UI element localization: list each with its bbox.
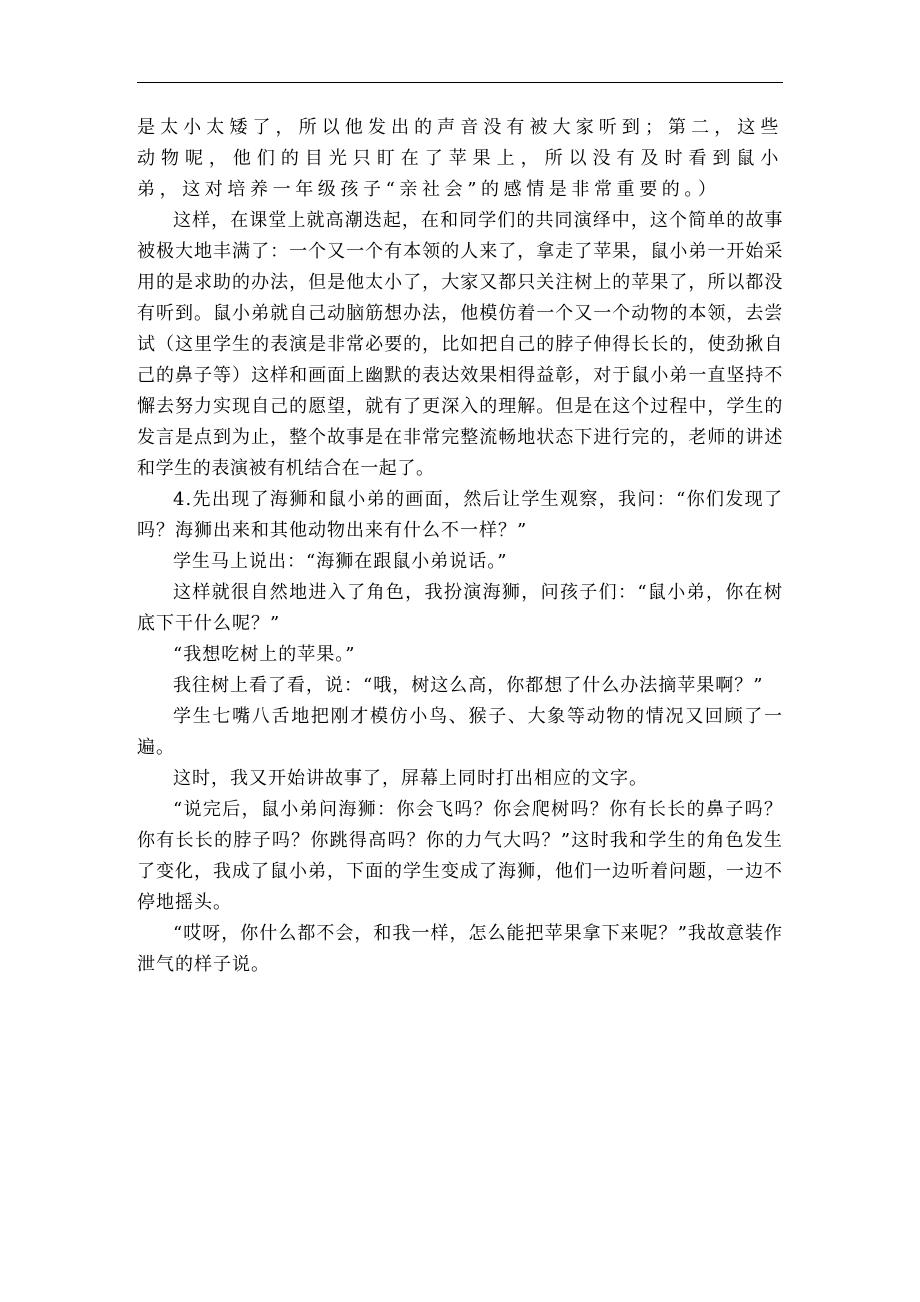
paragraph-2: 这样，在课堂上就高潮迭起，在和同学们的共同演绎中，这个简单的故事被极大地丰满了：一个又一个有本领的人来了，拿走了苹果，鼠小弟一开始采用的是求助的办法，但是他太小了，大家又都只关注树上的苹果了，所以都没有听到。鼠小弟就自己动脑筋想办法，他模仿着一个又一个动物的本领，去尝试（这里学生的表演是非常必要的，比如把自己的脖子伸得长长的，使劲揪自己的鼻子等）这样和画面上幽默的表达效果相得益彰，对于鼠小弟一直坚持不懈去努力实现自己的愿望，就有了更深入的理解。但是在这个过程中，学生的发言是点到为止，整个故事是在非常完整流畅地状态下进行完的，老师的讲述和学生的表演被有机结合在一起了。: [137, 210, 783, 479]
paragraph-11: “哎呀，你什么都不会，和我一样，怎么能把苹果拿下来呢？”我故意装作泄气的样子说。: [137, 923, 783, 975]
paragraph-8: 学生七嘴八舌地把刚才模仿小鸟、猴子、大象等动物的情况又回顾了一遍。: [137, 706, 783, 758]
paragraph-5: 这样就很自然地进入了角色，我扮演海狮，问孩子们：“鼠小弟，你在树底下干什么呢？”: [137, 582, 783, 634]
paragraph-1: 是太小太矮了，所以他发出的声音没有被大家听到；第二，这些动物呢，他们的目光只盯在了苹果上，所以没有及时看到鼠小弟，这对培养一年级孩子“亲社会”的感情是非常重要的。）: [137, 117, 783, 200]
paragraph-3: 4.先出现了海狮和鼠小弟的画面，然后让学生观察，我问：“你们发现了吗？海狮出来和其他动物出来有什么不一样？”: [137, 489, 783, 541]
paragraph-6: “我想吃树上的苹果。”: [173, 644, 356, 665]
paragraph-4: 学生马上说出：“海狮在跟鼠小弟说话。”: [173, 551, 508, 572]
paragraph-9: 这时，我又开始讲故事了，屏幕上同时打出相应的文字。: [173, 768, 648, 789]
document-body: [137, 112, 783, 980]
header-rule: [137, 82, 783, 83]
paragraph-10: “说完后，鼠小弟问海狮：你会飞吗？你会爬树吗？你有长长的鼻子吗？你有长长的脖子吗？你跳得高吗？你的力气大吗？”这时我和学生的角色发生了变化，我成了鼠小弟，下面的学生变成了海狮，他们一边听着问题，一边不停地摇头。: [137, 799, 783, 913]
paragraph-7: 我往树上看了看，说：“哦，树这么高，你都想了什么办法摘苹果啊？”: [173, 675, 764, 696]
